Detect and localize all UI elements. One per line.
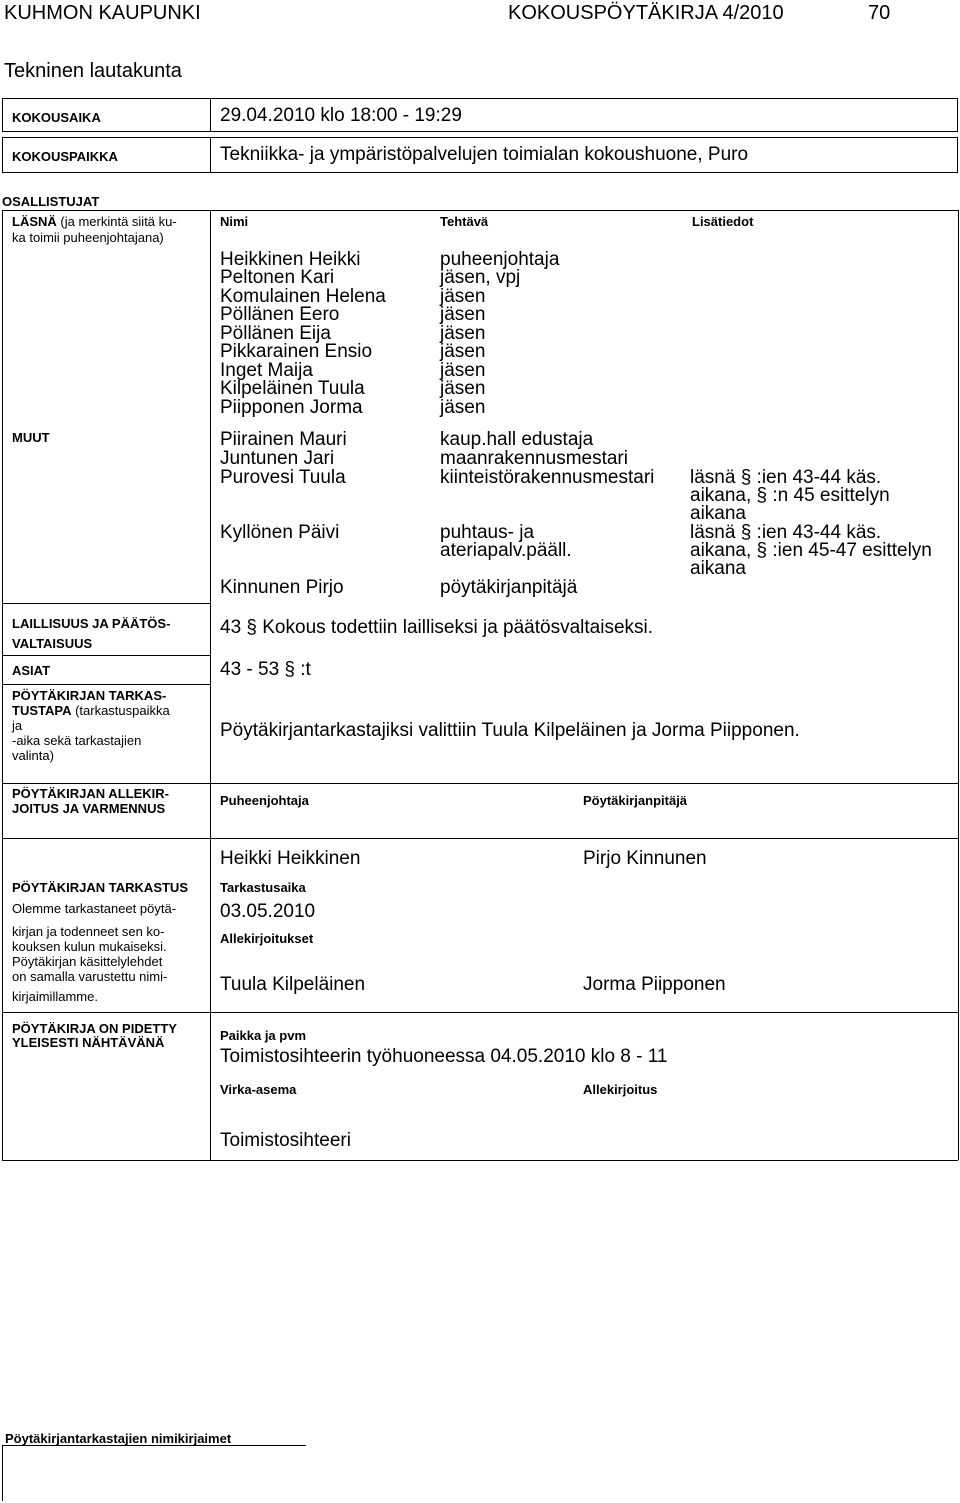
member-role: jäsen, vpj [440,267,521,288]
other-role-line2: ateriapalv.pääll. [440,540,572,561]
public-place-label: Paikka ja pvm [220,1028,306,1043]
other-name: Kyllönen Päivi [220,522,340,543]
other-role: puhtaus- ja [440,522,535,543]
other-role: kiinteistörakennusmestari [440,467,655,488]
legality-label: LAILLISUUS JA PÄÄTÖS- VALTAISUUS [12,616,171,651]
other-name: Piirainen Mauri [220,429,347,450]
items-label: ASIAT [12,663,51,678]
organization-name: KUHMON KAUPUNKI [4,2,201,24]
other-info: läsnä § :ien 43-44 käs. [690,522,882,543]
member-role: jäsen [440,286,486,307]
member-name: Inget Maija [220,360,313,381]
other-name: Purovesi Tuula [220,467,346,488]
others-label: MUUT [12,430,50,445]
present-label: LÄSNÄ (ja merkintä siitä ku- ka toimii puheenjohtajana) [12,214,177,245]
column-name-header: Nimi [220,214,249,229]
check-signer-2: Jorma Piipponen [583,974,726,995]
member-name: Piipponen Jorma [220,397,363,418]
other-name: Kinnunen Pirjo [220,577,344,598]
participants-label: OSALLISTUJAT [2,194,100,209]
page-number: 70 [868,2,891,24]
other-name: Juntunen Jari [220,448,335,469]
other-info: aikana [690,558,746,579]
meeting-place-label: KOKOUSPAIKKA [12,149,118,164]
signing-label: PÖYTÄKIRJAN ALLEKIR- JOITUS JA VARMENNUS [12,786,169,816]
check-signatures-label: Allekirjoitukset [220,931,314,946]
secretary-name: Pirjo Kinnunen [583,848,707,869]
member-role: jäsen [440,397,486,418]
member-role: jäsen [440,378,486,399]
other-role: kaup.hall edustaja [440,429,594,450]
signature-label: Allekirjoitus [583,1082,658,1097]
member-name: Heikkinen Heikki [220,249,361,270]
member-name: Pöllänen Eero [220,304,340,325]
column-info-header: Lisätiedot [692,214,754,229]
review-label: PÖYTÄKIRJAN TARKAS- TUSTAPA (tarkastuspaikka ja -aika sekä tarkastajien valinta) [12,688,170,763]
meeting-place-value: Tekniikka- ja ympäristöpalvelujen toimialan kokoushuone, Puro [220,144,749,165]
check-signer-1: Tuula Kilpeläinen [220,974,366,995]
check-text-line: kirjaimillamme. [12,989,98,1004]
initials-label: Pöytäkirjantarkastajien nimikirjaimet [5,1431,232,1446]
other-info: läsnä § :ien 43-44 käs. [690,467,882,488]
other-info: aikana, § :ien 45-47 esittelyn [690,540,932,561]
secretary-label: Pöytäkirjanpitäjä [583,793,688,808]
member-role: jäsen [440,304,486,325]
review-text: Pöytäkirjantarkastajiksi valittiin Tuula Kilpeläinen ja Jorma Piipponen. [220,720,800,741]
check-text-line: Olemme tarkastaneet pöytä- [12,901,177,916]
column-role-header: Tehtävä [440,214,489,229]
legality-text: 43 § Kokous todettiin lailliseksi ja päätösvaltaiseksi. [220,617,654,638]
public-place-value: Toimistosihteerin työhuoneessa 04.05.2010 klo 8 - 11 [220,1046,668,1067]
board-name: Tekninen lautakunta [4,60,182,82]
other-info: aikana, § :n 45 esittelyn [690,485,890,506]
member-role: puheenjohtaja [440,249,560,270]
member-name: Komulainen Helena [220,286,386,307]
position-value: Toimistosihteeri [220,1130,351,1151]
meeting-time-row [2,98,958,132]
member-name: Pöllänen Eija [220,323,331,344]
meeting-time-label: KOKOUSAIKA [12,110,101,125]
public-label: PÖYTÄKIRJA ON PIDETTY YLEISESTI NÄHTÄVÄNÄ [12,1021,177,1050]
check-text: kirjan ja todenneet sen ko- kouksen kulun mukaiseksi. Pöytäkirjan käsittelylehdet on samalla varustettu nimi- [12,924,168,984]
member-role: jäsen [440,323,486,344]
position-label: Virka-asema [220,1082,297,1097]
member-name: Peltonen Kari [220,267,335,288]
check-date-value: 03.05.2010 [220,901,316,922]
document-title: KOKOUSPÖYTÄKIRJA 4/2010 [508,2,784,24]
chair-name: Heikki Heikkinen [220,848,361,869]
check-date-label: Tarkastusaika [220,880,306,895]
other-role: maanrakennusmestari [440,448,628,469]
check-label: PÖYTÄKIRJAN TARKASTUS [12,880,188,895]
chair-label: Puheenjohtaja [220,793,309,808]
member-name: Pikkarainen Ensio [220,341,373,362]
member-name: Kilpeläinen Tuula [220,378,365,399]
items-text: 43 - 53 § :t [220,659,311,680]
other-role: pöytäkirjanpitäjä [440,577,578,598]
member-role: jäsen [440,341,486,362]
other-info: aikana [690,503,746,524]
member-role: jäsen [440,360,486,381]
meeting-time-value: 29.04.2010 klo 18:00 - 19:29 [220,105,462,126]
